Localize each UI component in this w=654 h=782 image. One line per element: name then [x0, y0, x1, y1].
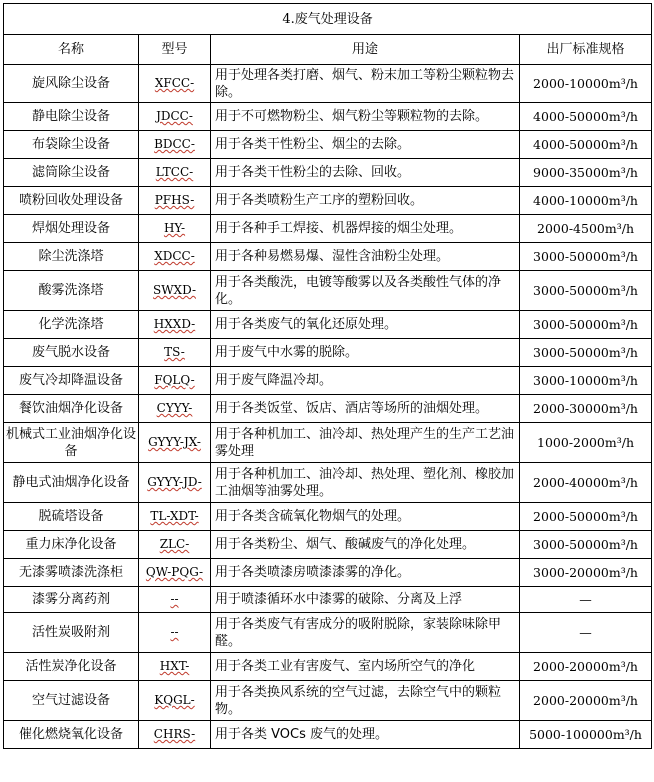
usage-description: 用于各类饭堂、饭店、酒店等场所的油烟处理。 — [211, 395, 520, 423]
table-row — [4, 613, 652, 653]
standard-spec: 4000-50000m³/h — [520, 131, 652, 159]
table-row — [4, 159, 652, 187]
model-code — [139, 681, 211, 721]
equipment-name: 无漆雾喷漆洗涤柜 — [4, 559, 139, 587]
usage-description: 用于各类含硫氧化物烟气的处理。 — [211, 503, 520, 531]
equipment-name: 静电除尘设备 — [4, 103, 139, 131]
equipment-table — [3, 3, 652, 749]
standard-spec: 3000-10000m³/h — [520, 367, 652, 395]
model-code-text: -- — [170, 625, 179, 639]
standard-spec: 2000-50000m³/h — [520, 503, 652, 531]
header-name: 名称 — [4, 35, 139, 65]
table-row — [4, 215, 652, 243]
equipment-name: 静电式油烟净化设备 — [4, 463, 139, 503]
table-row — [4, 503, 652, 531]
usage-description: 用于废气降温冷却。 — [211, 367, 520, 395]
table-row — [4, 103, 652, 131]
standard-spec: 3000-50000m³/h — [520, 271, 652, 311]
model-code — [139, 395, 211, 423]
model-code-text: TL-XDT- — [150, 509, 199, 523]
usage-description: 用于喷漆循环水中漆雾的破除、分离及上浮 — [211, 587, 520, 613]
model-code — [139, 339, 211, 367]
header-use: 用途 — [211, 35, 520, 65]
model-code — [139, 367, 211, 395]
standard-spec: 3000-50000m³/h — [520, 311, 652, 339]
model-code — [139, 215, 211, 243]
usage-description: 用于各类废气有害成分的吸附脱除，家装除味除甲醛。 — [211, 613, 520, 653]
title-row — [4, 4, 652, 35]
standard-spec: 3000-50000m³/h — [520, 243, 652, 271]
table-row — [4, 131, 652, 159]
equipment-name: 活性炭净化设备 — [4, 653, 139, 681]
table-title: 4.废气处理设备 — [4, 4, 652, 35]
model-code-text: TS- — [164, 345, 185, 359]
model-code — [139, 613, 211, 653]
equipment-name: 空气过滤设备 — [4, 681, 139, 721]
model-code-text: HXXD- — [153, 317, 196, 331]
equipment-name: 餐饮油烟净化设备 — [4, 395, 139, 423]
equipment-name: 重力床净化设备 — [4, 531, 139, 559]
model-code — [139, 721, 211, 749]
usage-description: 用于处理各类打磨、烟气、粉末加工等粉尘颗粒物去除。 — [211, 65, 520, 103]
model-code-text: FQLQ- — [154, 373, 195, 387]
standard-spec: 2000-20000m³/h — [520, 681, 652, 721]
model-code — [139, 159, 211, 187]
table-row — [4, 721, 652, 749]
model-code — [139, 559, 211, 587]
usage-description: 用于各类 VOCs 废气的处理。 — [211, 721, 520, 749]
table-row — [4, 463, 652, 503]
model-code — [139, 587, 211, 613]
equipment-name: 布袋除尘设备 — [4, 131, 139, 159]
usage-description: 用于各类喷粉生产工序的塑粉回收。 — [211, 187, 520, 215]
usage-description: 用于不可燃物粉尘、烟气粉尘等颗粒物的去除。 — [211, 103, 520, 131]
usage-description: 用于各类废气的氧化还原处理。 — [211, 311, 520, 339]
usage-description: 用于各类干性粉尘的去除、回收。 — [211, 159, 520, 187]
standard-spec: 3000-20000m³/h — [520, 559, 652, 587]
standard-spec: 5000-100000m³/h — [520, 721, 652, 749]
table-row — [4, 339, 652, 367]
standard-spec: 2000-40000m³/h — [520, 463, 652, 503]
model-code — [139, 463, 211, 503]
standard-spec: 2000-4500m³/h — [520, 215, 652, 243]
model-code-text: KQGL- — [154, 693, 195, 707]
equipment-name: 催化燃烧氧化设备 — [4, 721, 139, 749]
standard-spec: — — [520, 587, 652, 613]
table-row — [4, 653, 652, 681]
table-row — [4, 395, 652, 423]
usage-description: 用于各种机加工、油冷却、热处理、塑化剂、橡胶加工油烟等油雾处理。 — [211, 463, 520, 503]
usage-description: 用于各类酸洗，电镀等酸雾以及各类酸性气体的净化。 — [211, 271, 520, 311]
model-code-text: CYYY- — [156, 401, 193, 415]
usage-description: 用于各类换风系统的空气过滤，去除空气中的颗粒物。 — [211, 681, 520, 721]
equipment-name: 喷粉回收处理设备 — [4, 187, 139, 215]
table-row — [4, 243, 652, 271]
equipment-name: 活性炭吸附剂 — [4, 613, 139, 653]
table-row — [4, 423, 652, 463]
standard-spec: 3000-50000m³/h — [520, 531, 652, 559]
standard-spec: 3000-50000m³/h — [520, 339, 652, 367]
model-code-text: JDCC- — [156, 109, 193, 123]
model-code-text: CHRS- — [153, 727, 196, 741]
model-code-text: QW-PQG- — [145, 565, 204, 579]
model-code — [139, 103, 211, 131]
model-code-text: BDCC- — [154, 137, 195, 151]
model-code — [139, 311, 211, 339]
model-code-text: GYYY-JD- — [147, 475, 202, 489]
standard-spec: 4000-10000m³/h — [520, 187, 652, 215]
equipment-name: 机械式工业油烟净化设备 — [4, 423, 139, 463]
header-model: 型号 — [139, 35, 211, 65]
equipment-name: 焊烟处理设备 — [4, 215, 139, 243]
standard-spec: 9000-35000m³/h — [520, 159, 652, 187]
model-code — [139, 65, 211, 103]
model-code-text: LTCC- — [155, 165, 194, 179]
model-code-text: XDCC- — [154, 249, 195, 263]
usage-description: 用于各种手工焊接、机器焊接的烟尘处理。 — [211, 215, 520, 243]
usage-description: 用于废气中水雾的脱除。 — [211, 339, 520, 367]
model-code-text: SWXD- — [153, 283, 196, 297]
model-code-text: ZLC- — [159, 537, 190, 551]
model-code-text: HXT- — [159, 659, 190, 673]
table-row — [4, 65, 652, 103]
model-code-text: -- — [170, 592, 179, 606]
model-code — [139, 653, 211, 681]
model-code-text: XFCC- — [154, 76, 195, 90]
model-code — [139, 187, 211, 215]
equipment-name: 旋风除尘设备 — [4, 65, 139, 103]
equipment-name: 酸雾洗涤塔 — [4, 271, 139, 311]
equipment-name: 化学洗涤塔 — [4, 311, 139, 339]
equipment-name: 脱硫塔设备 — [4, 503, 139, 531]
model-code — [139, 423, 211, 463]
standard-spec: 2000-20000m³/h — [520, 653, 652, 681]
header-spec: 出厂标准规格 — [520, 35, 652, 65]
equipment-name: 除尘洗涤塔 — [4, 243, 139, 271]
table-row — [4, 681, 652, 721]
model-code — [139, 531, 211, 559]
table-row — [4, 187, 652, 215]
table-row — [4, 367, 652, 395]
table-row — [4, 311, 652, 339]
table-row — [4, 271, 652, 311]
header-row — [4, 35, 652, 65]
usage-description: 用于各类粉尘、烟气、酸碱废气的净化处理。 — [211, 531, 520, 559]
model-code-text: HY- — [163, 221, 186, 235]
usage-description: 用于各种机加工、油冷却、热处理产生的生产工艺油雾处理 — [211, 423, 520, 463]
standard-spec: — — [520, 613, 652, 653]
usage-description: 用于各类喷漆房喷漆漆雾的净化。 — [211, 559, 520, 587]
equipment-name: 漆雾分离药剂 — [4, 587, 139, 613]
table-row — [4, 531, 652, 559]
standard-spec: 1000-2000m³/h — [520, 423, 652, 463]
standard-spec: 4000-50000m³/h — [520, 103, 652, 131]
model-code — [139, 131, 211, 159]
model-code — [139, 503, 211, 531]
standard-spec: 2000-30000m³/h — [520, 395, 652, 423]
usage-description: 用于各类干性粉尘、烟尘的去除。 — [211, 131, 520, 159]
model-code-text: PFHS- — [154, 193, 195, 207]
model-code — [139, 243, 211, 271]
model-code — [139, 271, 211, 311]
table-row — [4, 587, 652, 613]
model-code-text: GYYY-JX- — [148, 435, 201, 449]
equipment-name: 废气脱水设备 — [4, 339, 139, 367]
standard-spec: 2000-10000m³/h — [520, 65, 652, 103]
table-row — [4, 559, 652, 587]
equipment-name: 滤筒除尘设备 — [4, 159, 139, 187]
usage-description: 用于各种易燃易爆、湿性含油粉尘处理。 — [211, 243, 520, 271]
usage-description: 用于各类工业有害废气、室内场所空气的净化 — [211, 653, 520, 681]
equipment-name: 废气冷却降温设备 — [4, 367, 139, 395]
